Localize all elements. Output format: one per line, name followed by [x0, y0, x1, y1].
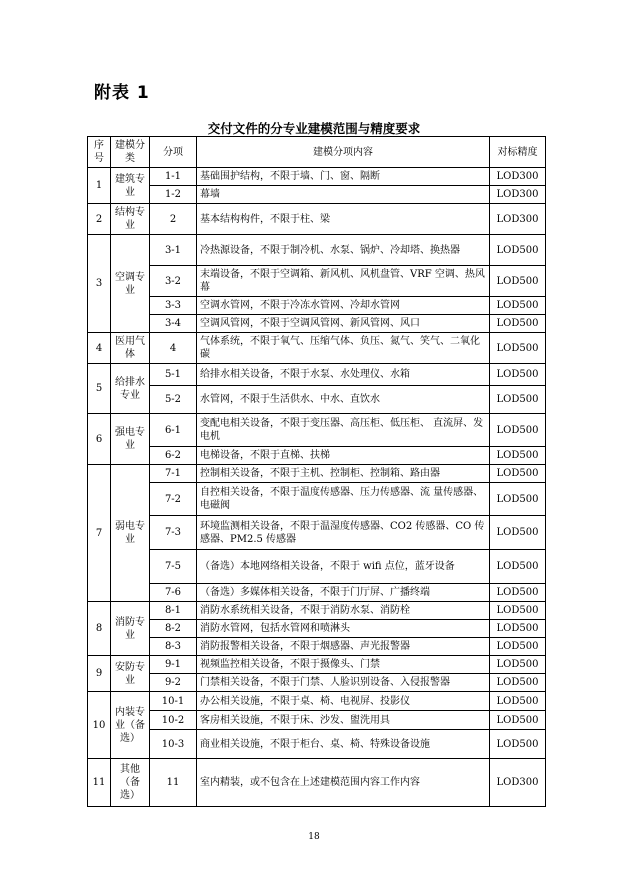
group-number: 5 [88, 364, 111, 414]
item-content: 客房相关设施，不限于床、沙发、盥洗用具 [197, 711, 490, 730]
item-content: 基础围护结构，不限于墙、门、窗、隔断 [197, 168, 490, 186]
table-row [88, 759, 546, 807]
header-item: 分项 [150, 137, 197, 168]
table-row [88, 620, 546, 638]
page-number: 18 [308, 832, 320, 842]
item-code: 3-2 [150, 266, 197, 297]
item-content: 变配电相关设备，不限于变压器、高压柜、低压柜、 直流屏、发电机 [197, 414, 490, 447]
item-content: 环境监测相关设备，不限于温湿度传感器、CO2 传感器、CO 传感器、PM2.5 传感器 [197, 516, 490, 550]
table-row [88, 333, 546, 364]
table-row [88, 656, 546, 674]
group-number: 1 [88, 168, 111, 204]
item-code: 9-2 [150, 674, 197, 692]
table-row [88, 235, 546, 266]
table-row [88, 483, 546, 516]
item-lod: LOD500 [490, 266, 546, 297]
table-row [88, 692, 546, 711]
item-code: 1-2 [150, 186, 197, 204]
item-lod: LOD500 [490, 386, 546, 414]
item-lod: LOD500 [490, 711, 546, 730]
table-row [88, 550, 546, 584]
item-content: 室内精装，或不包含在上述建模范围内容工作内容 [197, 759, 490, 807]
header-lod: 对标精度 [490, 137, 546, 168]
table-row [88, 711, 546, 730]
item-lod: LOD500 [490, 315, 546, 333]
item-lod: LOD300 [490, 204, 546, 235]
item-code: 7-6 [150, 584, 197, 602]
table-row [88, 266, 546, 297]
table-row [88, 602, 546, 620]
item-code: 10-3 [150, 730, 197, 759]
item-content: 电梯设备，不限于直梯、扶梯 [197, 447, 490, 465]
item-code: 6-1 [150, 414, 197, 447]
item-lod: LOD500 [490, 333, 546, 364]
item-lod: LOD500 [490, 674, 546, 692]
group-category: 建筑专业 [111, 168, 150, 204]
item-content: 给排水相关设备，不限于水泵、水处理仪、水箱 [197, 364, 490, 386]
group-category: 其他（备选） [111, 759, 150, 807]
group-number: 2 [88, 204, 111, 235]
item-code: 11 [150, 759, 197, 807]
item-code: 7-1 [150, 465, 197, 483]
item-code: 10-2 [150, 711, 197, 730]
item-code: 7-3 [150, 516, 197, 550]
item-lod: LOD500 [490, 364, 546, 386]
item-content: 冷热源设备，不限于制冷机、水泵、锅炉、冷却塔、换热器 [197, 235, 490, 266]
table-row [88, 204, 546, 235]
item-content: 门禁相关设备，不限于门禁、人脸识别设备、入侵报警器 [197, 674, 490, 692]
appendix-heading: 附表 1 [94, 83, 150, 103]
item-code: 9-1 [150, 656, 197, 674]
item-lod: LOD500 [490, 584, 546, 602]
group-number: 11 [88, 759, 111, 807]
table-row [88, 297, 546, 315]
item-lod: LOD500 [490, 516, 546, 550]
item-lod: LOD500 [490, 692, 546, 711]
item-content: 消防水管网，包括水管网和喷淋头 [197, 620, 490, 638]
group-category: 弱电专业 [111, 465, 150, 602]
group-category: 安防专业 [111, 656, 150, 692]
item-code: 1-1 [150, 168, 197, 186]
item-lod: LOD500 [490, 465, 546, 483]
group-category: 医用气体 [111, 333, 150, 364]
item-lod: LOD300 [490, 168, 546, 186]
group-number: 8 [88, 602, 111, 656]
item-lod: LOD300 [490, 759, 546, 807]
item-content: 消防水系统相关设备，不限于消防水泵、消防栓 [197, 602, 490, 620]
table-row [88, 168, 546, 186]
group-number: 4 [88, 333, 111, 364]
group-category: 结构专业 [111, 204, 150, 235]
item-content: 消防报警相关设备，不限于烟感器、声光报警器 [197, 638, 490, 656]
item-code: 8-3 [150, 638, 197, 656]
item-lod: LOD500 [490, 638, 546, 656]
header-category: 建模分类 [111, 137, 150, 168]
item-lod: LOD300 [490, 186, 546, 204]
group-number: 9 [88, 656, 111, 692]
table-row [88, 674, 546, 692]
item-content: 空调水管网，不限于冷冻水管网、冷却水管网 [197, 297, 490, 315]
item-content: （备选）本地网络相关设备，不限于 wifi 点位，蓝牙设备 [197, 550, 490, 584]
item-code: 3-1 [150, 235, 197, 266]
item-lod: LOD500 [490, 730, 546, 759]
item-lod: LOD500 [490, 620, 546, 638]
item-code: 7-2 [150, 483, 197, 516]
item-content: 水管网，不限于生活供水、中水、直饮水 [197, 386, 490, 414]
item-content: 办公相关设施，不限于桌、椅、电视屏、投影仪 [197, 692, 490, 711]
item-lod: LOD500 [490, 447, 546, 465]
table-title: 交付文件的分专业建模范围与精度要求 [207, 121, 421, 136]
item-code: 7-5 [150, 550, 197, 584]
item-code: 3-4 [150, 315, 197, 333]
modeling-scope-table [87, 136, 546, 807]
table-row [88, 364, 546, 386]
group-number: 7 [88, 465, 111, 602]
item-content: 空调风管网，不限于空调风管网、新风管网、风口 [197, 315, 490, 333]
item-code: 4 [150, 333, 197, 364]
group-category: 强电专业 [111, 414, 150, 465]
group-number: 6 [88, 414, 111, 465]
group-category: 空调专业 [111, 235, 150, 333]
item-content: （备选）多媒体相关设备，不限于门厅屏、广播终端 [197, 584, 490, 602]
table-row [88, 638, 546, 656]
item-lod: LOD500 [490, 550, 546, 584]
item-code: 3-3 [150, 297, 197, 315]
group-number: 10 [88, 692, 111, 759]
item-content: 幕墙 [197, 186, 490, 204]
table-row [88, 315, 546, 333]
table-header-row [88, 137, 546, 168]
group-category: 内装专业（备选） [111, 692, 150, 759]
group-category: 给排水专业 [111, 364, 150, 414]
item-code: 8-1 [150, 602, 197, 620]
table-row [88, 414, 546, 447]
header-no: 序号 [88, 137, 111, 168]
item-lod: LOD500 [490, 602, 546, 620]
item-content: 自控相关设备，不限于温度传感器、压力传感器、流 量传感器、电磁阀 [197, 483, 490, 516]
item-content: 气体系统，不限于氧气、压缩气体、负压、氮气、笑气、二氧化碳 [197, 333, 490, 364]
item-lod: LOD500 [490, 656, 546, 674]
item-code: 6-2 [150, 447, 197, 465]
group-number: 3 [88, 235, 111, 333]
item-content: 末端设备，不限于空调箱、新风机、风机盘管、VRF 空调、热风幕 [197, 266, 490, 297]
item-lod: LOD500 [490, 235, 546, 266]
item-code: 2 [150, 204, 197, 235]
header-content: 建模分项内容 [197, 137, 490, 168]
table-row [88, 386, 546, 414]
table-row [88, 584, 546, 602]
item-content: 控制相关设备，不限于主机、控制柜、控制箱、路由器 [197, 465, 490, 483]
table-row [88, 186, 546, 204]
table-row [88, 465, 546, 483]
table-row [88, 447, 546, 465]
item-code: 5-1 [150, 364, 197, 386]
item-lod: LOD500 [490, 483, 546, 516]
item-lod: LOD500 [490, 414, 546, 447]
table-row [88, 730, 546, 759]
item-lod: LOD500 [490, 297, 546, 315]
item-code: 10-1 [150, 692, 197, 711]
item-code: 5-2 [150, 386, 197, 414]
table-row [88, 516, 546, 550]
item-content: 视频监控相关设备，不限于摄像头、门禁 [197, 656, 490, 674]
group-category: 消防专业 [111, 602, 150, 656]
item-content: 基本结构构件，不限于柱、梁 [197, 204, 490, 235]
item-content: 商业相关设施，不限于柜台、桌、椅、特殊设备设施 [197, 730, 490, 759]
item-code: 8-2 [150, 620, 197, 638]
